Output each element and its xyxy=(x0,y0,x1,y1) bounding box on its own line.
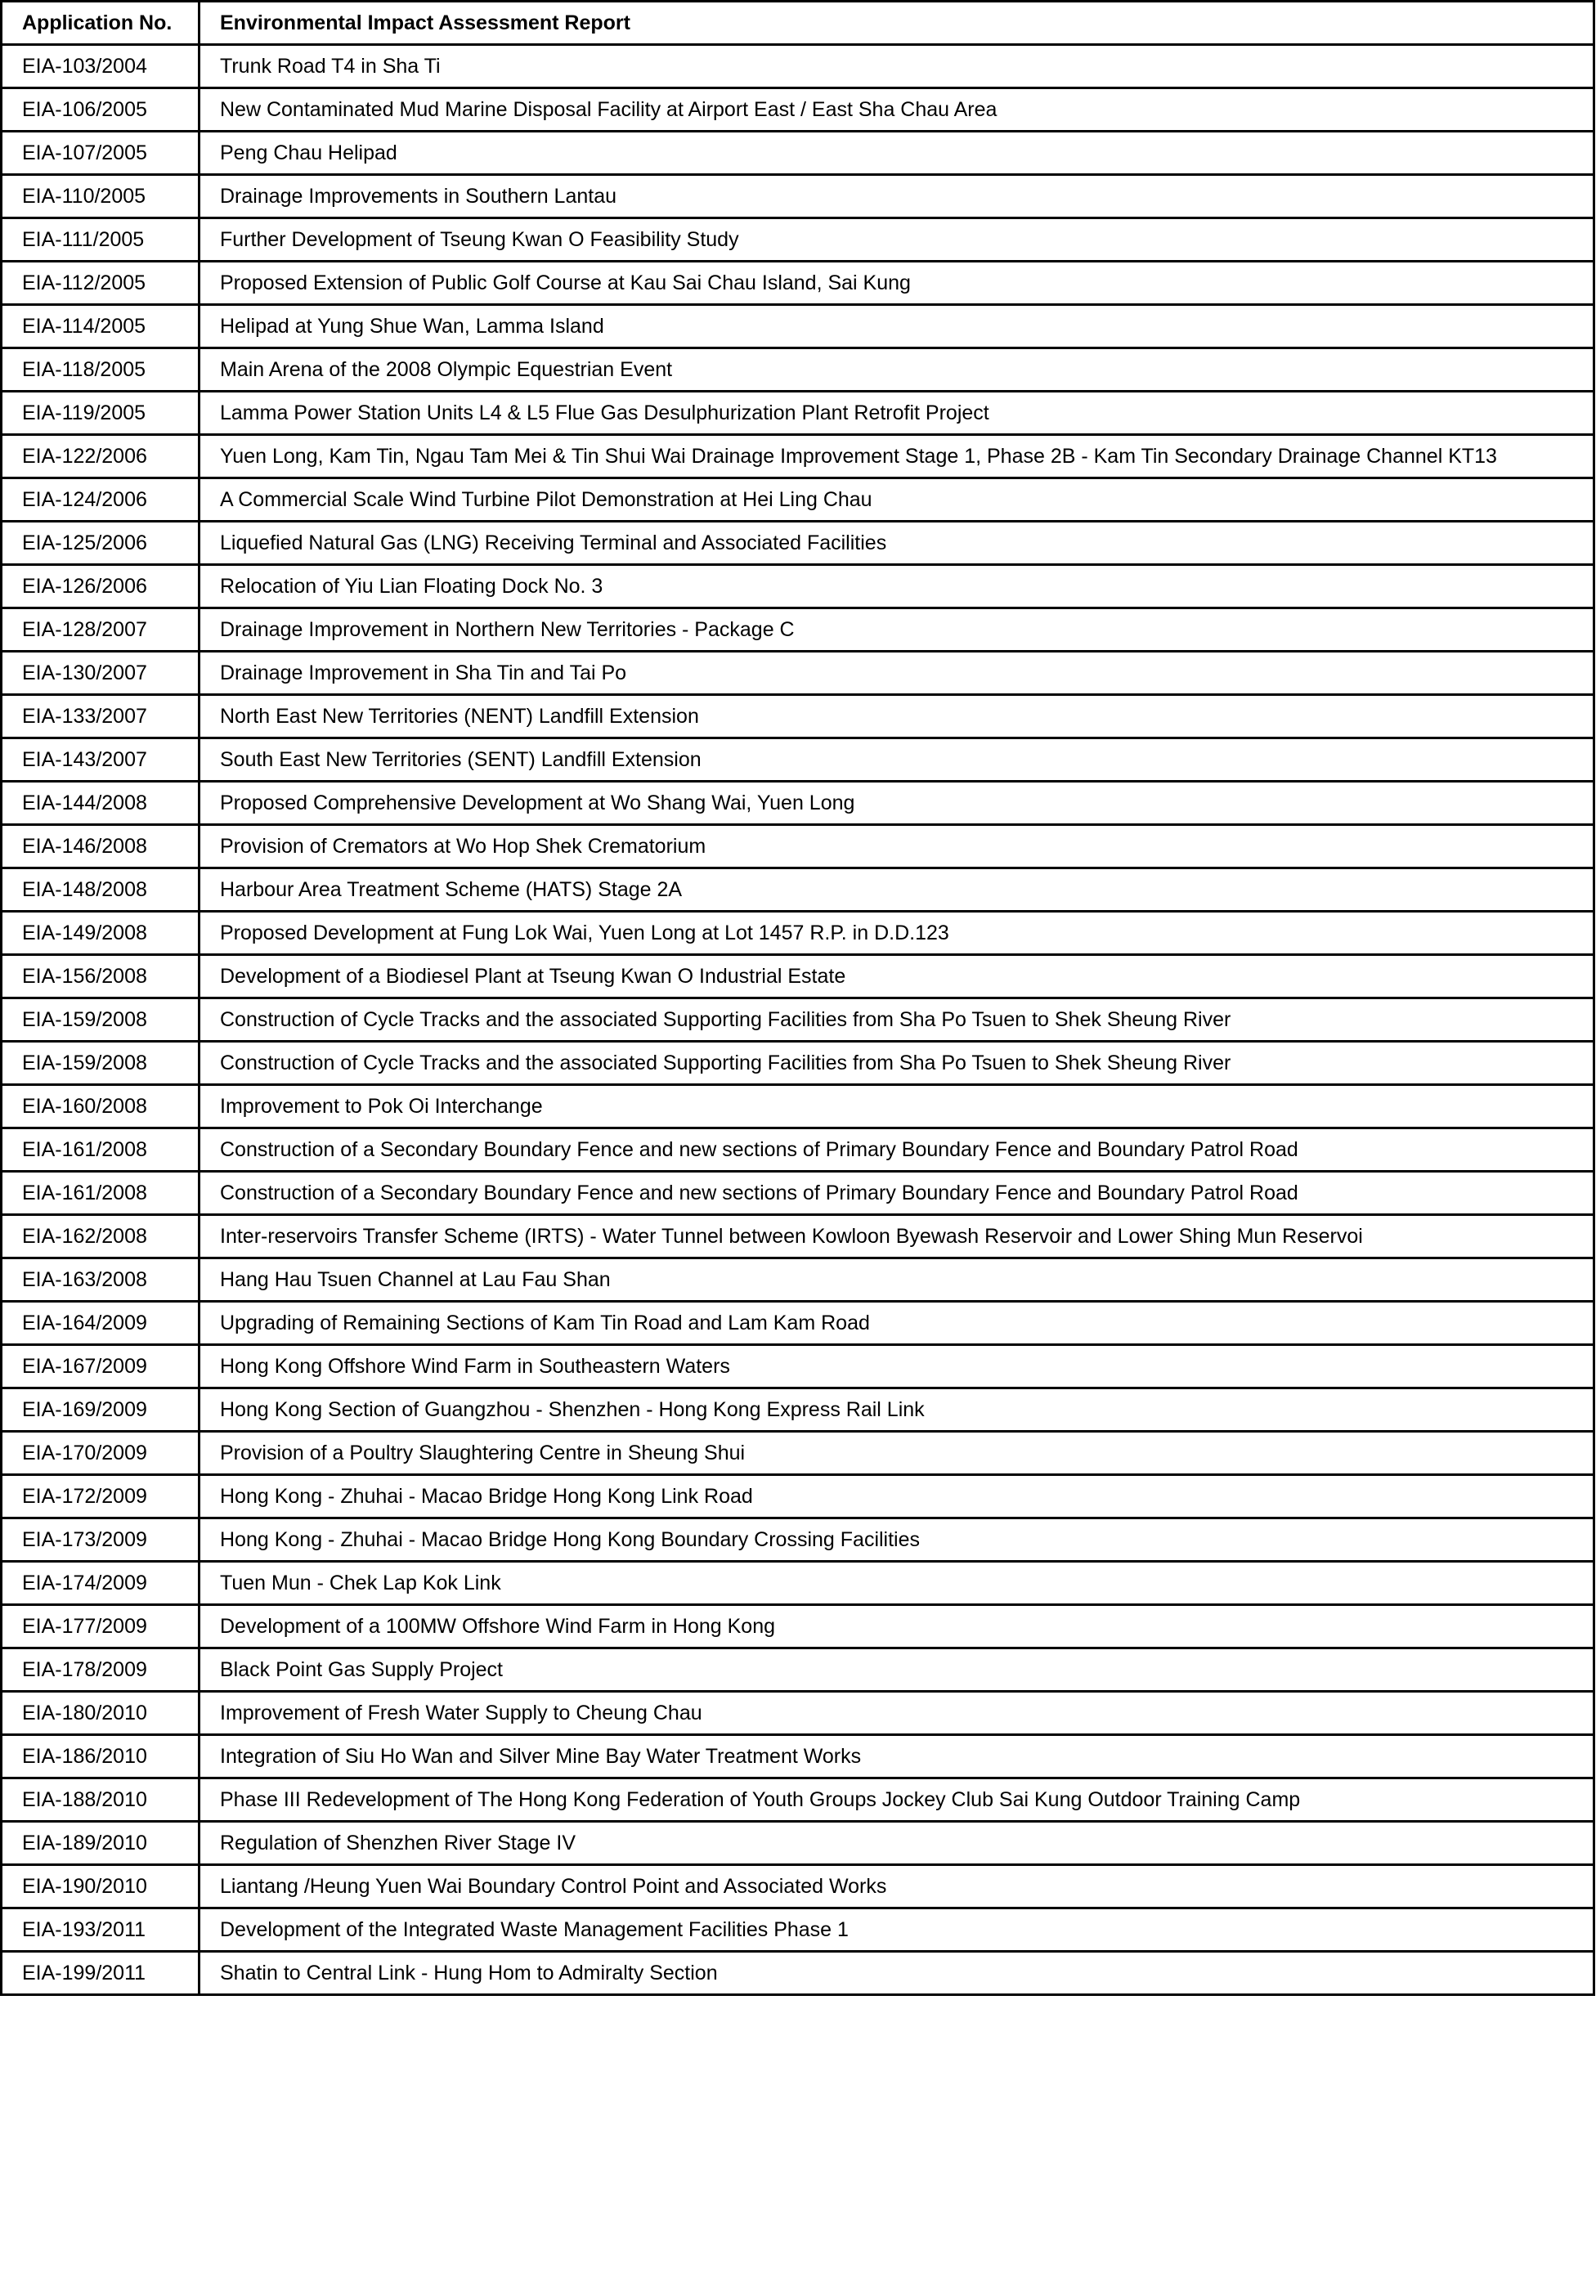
table-row xyxy=(2,1128,1594,1172)
eia-report-title-cell: Construction of Cycle Tracks and the associated Supporting Facilities from Sha Po Tsuen to Shek Sheung River xyxy=(200,1042,1594,1085)
application-no-cell: EIA-170/2009 xyxy=(2,1432,200,1475)
eia-report-title-cell: Development of the Integrated Waste Management Facilities Phase 1 xyxy=(200,1908,1594,1952)
application-no-cell: EIA-159/2008 xyxy=(2,998,200,1042)
eia-report-title-cell: Construction of Cycle Tracks and the associated Supporting Facilities from Sha Po Tsuen to Shek Sheung River xyxy=(200,998,1594,1042)
eia-report-title-cell: Development of a 100MW Offshore Wind Farm in Hong Kong xyxy=(200,1605,1594,1648)
eia-report-title-cell: Regulation of Shenzhen River Stage IV xyxy=(200,1822,1594,1865)
application-no-cell: EIA-161/2008 xyxy=(2,1128,200,1172)
eia-report-title-cell: Hong Kong Offshore Wind Farm in Southeastern Waters xyxy=(200,1345,1594,1388)
eia-report-title-cell: Liantang /Heung Yuen Wai Boundary Control Point and Associated Works xyxy=(200,1865,1594,1908)
eia-report-title-cell: Proposed Development at Fung Lok Wai, Yuen Long at Lot 1457 R.P. in D.D.123 xyxy=(200,912,1594,955)
table-row xyxy=(2,738,1594,782)
eia-report-title-cell: Hang Hau Tsuen Channel at Lau Fau Shan xyxy=(200,1258,1594,1302)
table-row xyxy=(2,435,1594,478)
table-row xyxy=(2,1778,1594,1822)
table-row xyxy=(2,1562,1594,1605)
application-no-cell: EIA-199/2011 xyxy=(2,1952,200,1995)
application-no-cell: EIA-188/2010 xyxy=(2,1778,200,1822)
eia-report-title-cell: Improvement of Fresh Water Supply to Cheung Chau xyxy=(200,1692,1594,1735)
application-no-cell: EIA-160/2008 xyxy=(2,1085,200,1128)
application-no-cell: EIA-128/2007 xyxy=(2,608,200,652)
application-no-cell: EIA-126/2006 xyxy=(2,565,200,608)
eia-report-title-cell: Further Development of Tseung Kwan O Feasibility Study xyxy=(200,218,1594,262)
table-row xyxy=(2,305,1594,348)
application-no-cell: EIA-122/2006 xyxy=(2,435,200,478)
application-no-cell: EIA-159/2008 xyxy=(2,1042,200,1085)
table-row xyxy=(2,478,1594,522)
application-no-cell: EIA-164/2009 xyxy=(2,1302,200,1345)
application-no-cell: EIA-167/2009 xyxy=(2,1345,200,1388)
application-no-cell: EIA-161/2008 xyxy=(2,1172,200,1215)
table-row xyxy=(2,998,1594,1042)
application-no-cell: EIA-124/2006 xyxy=(2,478,200,522)
table-row xyxy=(2,912,1594,955)
table-row xyxy=(2,1692,1594,1735)
table-row xyxy=(2,522,1594,565)
application-no-cell: EIA-149/2008 xyxy=(2,912,200,955)
application-no-cell: EIA-119/2005 xyxy=(2,392,200,435)
application-no-cell: EIA-180/2010 xyxy=(2,1692,200,1735)
eia-report-title-cell: Hong Kong - Zhuhai - Macao Bridge Hong Kong Link Road xyxy=(200,1475,1594,1518)
application-no-cell: EIA-189/2010 xyxy=(2,1822,200,1865)
table-row xyxy=(2,608,1594,652)
table-row xyxy=(2,218,1594,262)
eia-report-title-cell: Proposed Extension of Public Golf Course at Kau Sai Chau Island, Sai Kung xyxy=(200,262,1594,305)
eia-report-title-cell: Tuen Mun - Chek Lap Kok Link xyxy=(200,1562,1594,1605)
table-row xyxy=(2,1345,1594,1388)
application-no-cell: EIA-146/2008 xyxy=(2,825,200,868)
table-row xyxy=(2,1475,1594,1518)
eia-report-title-cell: A Commercial Scale Wind Turbine Pilot Demonstration at Hei Ling Chau xyxy=(200,478,1594,522)
eia-report-title-cell: Drainage Improvement in Sha Tin and Tai Po xyxy=(200,652,1594,695)
application-no-cell: EIA-114/2005 xyxy=(2,305,200,348)
table-row xyxy=(2,88,1594,132)
table-row xyxy=(2,1822,1594,1865)
table-row xyxy=(2,782,1594,825)
eia-report-title-cell: Integration of Siu Ho Wan and Silver Mine Bay Water Treatment Works xyxy=(200,1735,1594,1778)
eia-report-title-cell: Construction of a Secondary Boundary Fence and new sections of Primary Boundary Fence and Boundary Patrol Road xyxy=(200,1128,1594,1172)
application-no-cell: EIA-163/2008 xyxy=(2,1258,200,1302)
table-row xyxy=(2,1648,1594,1692)
application-no-cell: EIA-186/2010 xyxy=(2,1735,200,1778)
application-no-cell: EIA-103/2004 xyxy=(2,45,200,88)
eia-report-title-cell: Helipad at Yung Shue Wan, Lamma Island xyxy=(200,305,1594,348)
table-row xyxy=(2,1865,1594,1908)
application-no-cell: EIA-156/2008 xyxy=(2,955,200,998)
table-row xyxy=(2,132,1594,175)
application-no-cell: EIA-111/2005 xyxy=(2,218,200,262)
eia-report-title-cell: Drainage Improvement in Northern New Territories - Package C xyxy=(200,608,1594,652)
eia-report-title-cell: South East New Territories (SENT) Landfill Extension xyxy=(200,738,1594,782)
application-no-cell: EIA-178/2009 xyxy=(2,1648,200,1692)
table-row xyxy=(2,45,1594,88)
eia-report-title-cell: Lamma Power Station Units L4 & L5 Flue Gas Desulphurization Plant Retrofit Project xyxy=(200,392,1594,435)
table-row xyxy=(2,1302,1594,1345)
eia-report-title-cell: Phase III Redevelopment of The Hong Kong Federation of Youth Groups Jockey Club Sai Kung Outdoor Training Camp xyxy=(200,1778,1594,1822)
application-no-cell: EIA-193/2011 xyxy=(2,1908,200,1952)
application-no-cell: EIA-174/2009 xyxy=(2,1562,200,1605)
table-row xyxy=(2,825,1594,868)
application-no-cell: EIA-133/2007 xyxy=(2,695,200,738)
table-row xyxy=(2,565,1594,608)
application-no-cell: EIA-169/2009 xyxy=(2,1388,200,1432)
application-no-cell: EIA-125/2006 xyxy=(2,522,200,565)
table-row xyxy=(2,1215,1594,1258)
table-row xyxy=(2,1908,1594,1952)
table-body xyxy=(2,45,1594,1995)
table-header xyxy=(2,2,1594,45)
eia-report-title-cell: Hong Kong - Zhuhai - Macao Bridge Hong Kong Boundary Crossing Facilities xyxy=(200,1518,1594,1562)
application-no-cell: EIA-112/2005 xyxy=(2,262,200,305)
application-no-cell: EIA-118/2005 xyxy=(2,348,200,392)
eia-report-title-cell: Liquefied Natural Gas (LNG) Receiving Terminal and Associated Facilities xyxy=(200,522,1594,565)
eia-report-title-cell: Improvement to Pok Oi Interchange xyxy=(200,1085,1594,1128)
table-row xyxy=(2,1952,1594,1995)
eia-report-title-cell: Black Point Gas Supply Project xyxy=(200,1648,1594,1692)
table-row xyxy=(2,955,1594,998)
table-row xyxy=(2,262,1594,305)
table-row xyxy=(2,695,1594,738)
table-row xyxy=(2,348,1594,392)
application-no-cell: EIA-177/2009 xyxy=(2,1605,200,1648)
table-row xyxy=(2,1042,1594,1085)
application-no-cell: EIA-190/2010 xyxy=(2,1865,200,1908)
table-row xyxy=(2,1518,1594,1562)
application-no-cell: EIA-162/2008 xyxy=(2,1215,200,1258)
header-application-no: Application No. xyxy=(2,2,200,45)
eia-report-title-cell: Yuen Long, Kam Tin, Ngau Tam Mei & Tin Shui Wai Drainage Improvement Stage 1, Phase 2B - Kam Tin Secondary Drainage Channel KT13 xyxy=(200,435,1594,478)
eia-report-title-cell: Inter-reservoirs Transfer Scheme (IRTS) - Water Tunnel between Kowloon Byewash Reservoir and Lower Shing Mun Reservoi xyxy=(200,1215,1594,1258)
eia-report-title-cell: Shatin to Central Link - Hung Hom to Admiralty Section xyxy=(200,1952,1594,1995)
application-no-cell: EIA-107/2005 xyxy=(2,132,200,175)
eia-report-title-cell: Proposed Comprehensive Development at Wo Shang Wai, Yuen Long xyxy=(200,782,1594,825)
eia-report-title-cell: Harbour Area Treatment Scheme (HATS) Stage 2A xyxy=(200,868,1594,912)
application-no-cell: EIA-172/2009 xyxy=(2,1475,200,1518)
table-row xyxy=(2,1085,1594,1128)
header-row xyxy=(2,2,1594,45)
eia-report-title-cell: Main Arena of the 2008 Olympic Equestrian Event xyxy=(200,348,1594,392)
eia-report-title-cell: Development of a Biodiesel Plant at Tseung Kwan O Industrial Estate xyxy=(200,955,1594,998)
eia-report-title-cell: Construction of a Secondary Boundary Fence and new sections of Primary Boundary Fence and Boundary Patrol Road xyxy=(200,1172,1594,1215)
eia-report-title-cell: Upgrading of Remaining Sections of Kam Tin Road and Lam Kam Road xyxy=(200,1302,1594,1345)
application-no-cell: EIA-143/2007 xyxy=(2,738,200,782)
eia-report-title-cell: Drainage Improvements in Southern Lantau xyxy=(200,175,1594,218)
table-row xyxy=(2,175,1594,218)
table-row xyxy=(2,1735,1594,1778)
table-row xyxy=(2,1388,1594,1432)
eia-report-title-cell: Trunk Road T4 in Sha Ti xyxy=(200,45,1594,88)
eia-report-title-cell: New Contaminated Mud Marine Disposal Facility at Airport East / East Sha Chau Area xyxy=(200,88,1594,132)
eia-report-title-cell: Provision of Cremators at Wo Hop Shek Crematorium xyxy=(200,825,1594,868)
table-row xyxy=(2,1172,1594,1215)
eia-report-title-cell: North East New Territories (NENT) Landfill Extension xyxy=(200,695,1594,738)
table-row xyxy=(2,868,1594,912)
table-row xyxy=(2,392,1594,435)
eia-report-title-cell: Peng Chau Helipad xyxy=(200,132,1594,175)
eia-report-title-cell: Provision of a Poultry Slaughtering Centre in Sheung Shui xyxy=(200,1432,1594,1475)
eia-report-title-cell: Relocation of Yiu Lian Floating Dock No. 3 xyxy=(200,565,1594,608)
application-no-cell: EIA-110/2005 xyxy=(2,175,200,218)
table-row xyxy=(2,652,1594,695)
table-row xyxy=(2,1432,1594,1475)
application-no-cell: EIA-144/2008 xyxy=(2,782,200,825)
application-no-cell: EIA-130/2007 xyxy=(2,652,200,695)
eia-report-title-cell: Hong Kong Section of Guangzhou - Shenzhen - Hong Kong Express Rail Link xyxy=(200,1388,1594,1432)
application-no-cell: EIA-106/2005 xyxy=(2,88,200,132)
application-no-cell: EIA-148/2008 xyxy=(2,868,200,912)
table-row xyxy=(2,1605,1594,1648)
table-row xyxy=(2,1258,1594,1302)
application-no-cell: EIA-173/2009 xyxy=(2,1518,200,1562)
header-eia-report: Environmental Impact Assessment Report xyxy=(200,2,1594,45)
